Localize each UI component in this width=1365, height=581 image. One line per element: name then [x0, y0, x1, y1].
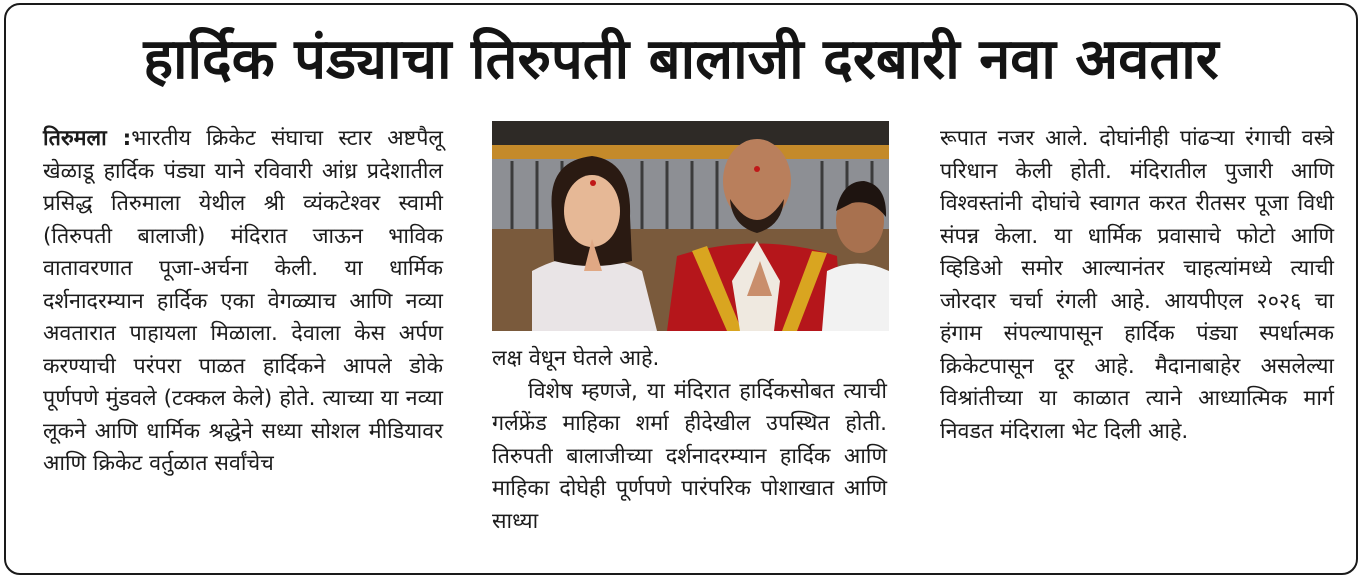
- column-2-continuation: लक्ष वेधून घेतले आहे.: [492, 346, 660, 371]
- column-2-paragraph: विशेष म्हणजे, या मंदिरात हार्दिकसोबत त्याची गर्लफ्रेंड माहिका शर्मा हीदेखील उपस्थित होती. तिरुपती बालाजीच्या दर्शनादरम्यान हार्दिक आणि माहिका दोघेही पूर्णपणे पारंपरिक पोशाखात आणि साध्या: [492, 378, 887, 534]
- headline: हार्दिक पंड्याचा तिरुपती बालाजी दरबारी नवा अवतार: [143, 27, 1219, 92]
- news-clipping: [4, 3, 1358, 575]
- column-3-text: रूपात नजर आले. दोघांनीही पांढऱ्या रंगाची वस्त्रे परिधान केली होती. मंदिरातील पुजारी आणि विश्वस्तांनी दोघांचे स्वागत करत रीतसर पूजा विधी संपन्न केला. या धार्मिक प्रवासाचे फोटो आणि व्हिडिओ समोर आल्यानंतर चाहत्यांमध्ये त्याची जोरदार चर्चा रंगली आहे. आयपीएल २०२६ चा हंगाम संपल्यापासून हार्दिक पंड्या स्पर्धात्मक क्रिकेटपासून दूर आहे. मैदानाबाहेर असलेल्या विश्रांतीच्या या काळात त्याने आध्यात्मिक मार्ग निवडत मंदिराला भेट दिली आहे.: [940, 126, 1334, 444]
- article-column-2: [492, 343, 887, 538]
- column-1-text: भारतीय क्रिकेट संघाचा स्टार अष्टपैलू खेळाडू हार्दिक पंड्या याने रविवारी आंध्र प्रदेशातील प्रसिद्ध तिरुमाला येथील श्री व्यंकटेश्वर स्वामी (तिरुपती बालाजी) मंदिरात जाऊन भाविक वातावरणात पूजा-अर्चना केली. या धार्मिक दर्शनादरम्यान हार्दिक एका वेगळ्याच आणि नव्या अवतारात पाहायला मिळाला. देवाला केस अर्पण करण्याची परंपरा पाळत हार्दिकने आपले डोके पूर्णपणे मुंडवले (टक्कल केले) होते. त्याच्या या नव्या लूकने आणि धार्मिक श्रद्धेने सध्या सोशल मीडियावर आणि क्रिकेट वर्तुळात सर्वांचेच: [43, 126, 443, 476]
- column-1-paragraph: [43, 123, 443, 481]
- article-column-1: [43, 123, 443, 481]
- dateline: तिरुमला :: [43, 126, 132, 151]
- photo-illustration: [492, 121, 889, 331]
- article-column-3: [940, 123, 1334, 448]
- article-photo: [492, 121, 889, 331]
